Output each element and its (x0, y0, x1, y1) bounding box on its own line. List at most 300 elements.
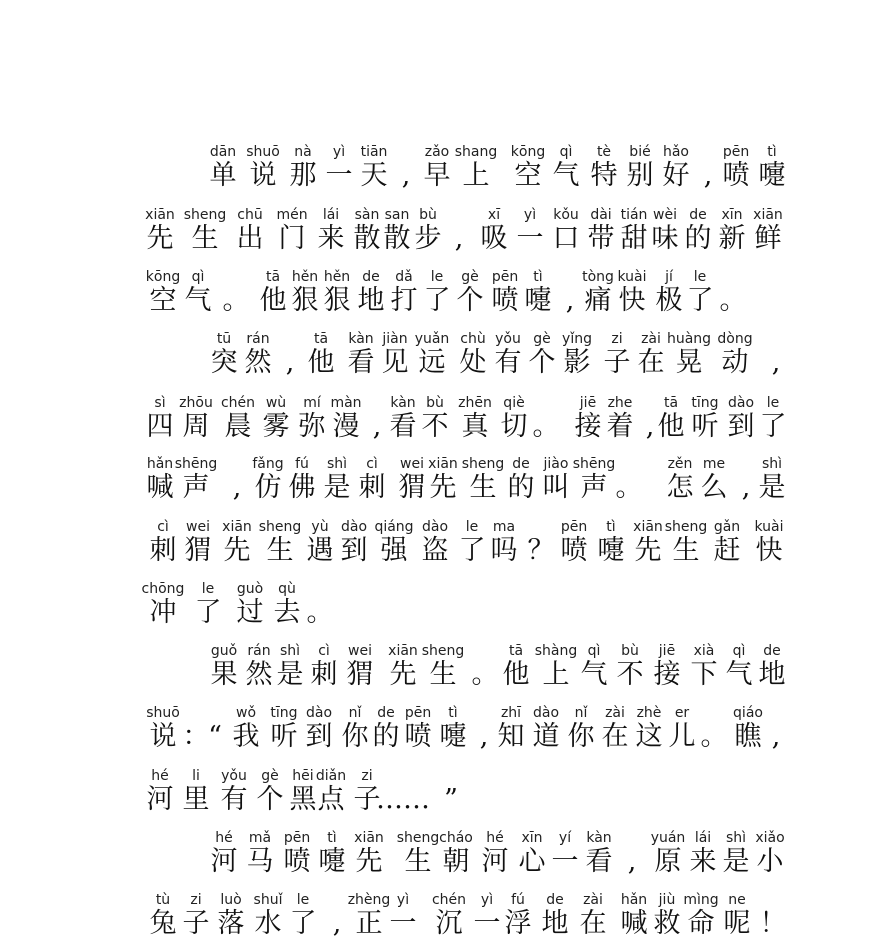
punctuation: , (771, 347, 781, 378)
pinyin-syllable: shēng (572, 456, 616, 472)
pinyin-syllable: shì (725, 830, 747, 846)
hanzi-character: 说 (149, 721, 177, 752)
pinyin-syllable: zhōu (179, 395, 213, 411)
hanzi-character: 他 (307, 347, 335, 378)
pinyin-syllable: sheng (183, 207, 227, 223)
pinyin-syllable: xiān (222, 519, 252, 535)
pinyin-syllable: shì (326, 456, 348, 472)
hanzi-character: 先 (389, 659, 417, 690)
hanzi-character: 喷 (722, 160, 750, 191)
text-line (0, 829, 894, 885)
hanzi-character: 甜 (620, 223, 648, 254)
hanzi-character: 下 (690, 659, 718, 690)
hanzi-character: 地 (758, 659, 786, 690)
hanzi-character: 我 (232, 721, 260, 752)
hanzi-character: 浮 (504, 908, 532, 939)
hanzi-character: 的 (507, 472, 535, 503)
hanzi-character: 河 (146, 784, 174, 815)
hanzi-character: 见 (381, 347, 409, 378)
hanzi-character: 带 (587, 223, 615, 254)
pinyin-syllable: wǒ (235, 705, 257, 721)
hanzi-character: 喷 (491, 285, 519, 316)
punctuation: , (332, 908, 342, 939)
hanzi-character: 是 (276, 659, 304, 690)
hanzi-character: 接 (574, 411, 602, 442)
hanzi-character: 猬 (346, 659, 374, 690)
hanzi-character: 个 (528, 347, 556, 378)
hanzi-character: 了 (289, 908, 317, 939)
pinyin-syllable: shēng (174, 456, 218, 472)
pinyin-syllable: dào (421, 519, 449, 535)
text-line (0, 143, 894, 199)
hanzi-character: 狠 (291, 285, 319, 316)
pinyin-syllable: jiē (579, 395, 597, 411)
pinyin-syllable: dòng (717, 331, 753, 347)
hanzi-character: 嚏 (597, 535, 625, 566)
pinyin-syllable: yì (396, 892, 410, 908)
text-line (0, 268, 894, 324)
hanzi-character: 然 (244, 347, 272, 378)
pinyin-syllable: qiáo (733, 705, 763, 721)
pinyin-syllable: cì (366, 456, 378, 472)
pinyin-syllable: zi (611, 331, 623, 347)
text-line (0, 642, 894, 698)
punctuation: 。 (532, 411, 560, 442)
hanzi-character: 是 (722, 846, 750, 877)
pinyin-syllable: sheng (258, 519, 302, 535)
pinyin-syllable: sì (154, 395, 166, 411)
pinyin-syllable: gè (533, 331, 551, 347)
pinyin-syllable: jiào (543, 456, 569, 472)
pinyin-syllable: xīn (521, 830, 543, 846)
pinyin-syllable: xiān (388, 643, 418, 659)
pinyin-syllable: de (512, 456, 530, 472)
pinyin-syllable: le (465, 519, 479, 535)
pinyin-syllable: san (384, 207, 410, 223)
hanzi-character: 接 (653, 659, 681, 690)
pinyin-syllable: nǐ (348, 705, 362, 721)
hanzi-character: 好 (662, 160, 690, 191)
pinyin-syllable: bù (419, 207, 437, 223)
pinyin-syllable: hé (151, 768, 169, 784)
pinyin-syllable: le (296, 892, 310, 908)
pinyin-syllable: sheng (396, 830, 440, 846)
hanzi-character: 不 (616, 659, 644, 690)
pinyin-syllable: chù (460, 331, 486, 347)
hanzi-character: 散 (353, 223, 381, 254)
pinyin-syllable: gè (261, 768, 279, 784)
pinyin-syllable: fú (511, 892, 525, 908)
pinyin-syllable: cì (157, 519, 169, 535)
pinyin-syllable: tā (663, 395, 679, 411)
hanzi-character: 出 (236, 223, 264, 254)
pinyin-syllable: huàng (666, 331, 712, 347)
pinyin-syllable: mǎ (248, 830, 272, 846)
pinyin-syllable: zhēn (458, 395, 492, 411)
hanzi-character: 声 (580, 472, 608, 503)
hanzi-character: 到 (340, 535, 368, 566)
hanzi-character: 冲 (149, 597, 177, 628)
punctuation: , (285, 347, 295, 378)
hanzi-character: 嚏 (439, 721, 467, 752)
pinyin-syllable: jiē (658, 643, 676, 659)
hanzi-character: 一 (516, 223, 544, 254)
pinyin-syllable: yì (523, 207, 537, 223)
pinyin-syllable: de (689, 207, 707, 223)
pinyin-syllable: ma (492, 519, 516, 535)
hanzi-character: 看 (347, 347, 375, 378)
pinyin-syllable: de (763, 643, 781, 659)
pinyin-syllable: tì (327, 830, 337, 846)
hanzi-character: 快 (755, 535, 783, 566)
pinyin-syllable: dān (209, 144, 237, 160)
hanzi-character: 漫 (332, 411, 360, 442)
hanzi-character: 了 (458, 535, 486, 566)
pinyin-syllable: zi (361, 768, 373, 784)
hanzi-character: 雾 (262, 411, 290, 442)
hanzi-character: 晨 (224, 411, 252, 442)
pinyin-syllable: xī (487, 207, 501, 223)
pinyin-syllable: shì (279, 643, 301, 659)
pinyin-syllable: sheng (664, 519, 708, 535)
pinyin-syllable: kuài (754, 519, 784, 535)
pinyin-syllable: chōng (141, 581, 185, 597)
pinyin-syllable: fǎng (252, 456, 284, 472)
hanzi-character: 嚏 (758, 160, 786, 191)
pinyin-syllable: xiǎo (755, 830, 785, 846)
punctuation: 。 (222, 285, 250, 316)
hanzi-character: 先 (429, 472, 457, 503)
text-line (0, 518, 894, 574)
pinyin-syllable: hěn (323, 269, 351, 285)
hanzi-character: 地 (541, 908, 569, 939)
hanzi-character: 喊 (146, 472, 174, 503)
hanzi-character: 生 (404, 846, 432, 877)
pinyin-syllable: yù (311, 519, 329, 535)
pinyin-syllable: ne (728, 892, 746, 908)
hanzi-character: 突 (210, 347, 238, 378)
pinyin-syllable: xīn (721, 207, 743, 223)
hanzi-character: 赶 (713, 535, 741, 566)
pinyin-syllable: gè (461, 269, 479, 285)
hanzi-character: 气 (552, 160, 580, 191)
pinyin-syllable: lái (694, 830, 712, 846)
hanzi-character: 道 (532, 721, 560, 752)
pinyin-syllable: qì (559, 144, 573, 160)
punctuation: , (645, 411, 655, 442)
hanzi-character: 听 (270, 721, 298, 752)
pinyin-syllable: xià (693, 643, 715, 659)
pinyin-syllable: kōng (510, 144, 546, 160)
pinyin-syllable: yǒu (221, 768, 247, 784)
pinyin-syllable: bù (621, 643, 639, 659)
pinyin-syllable: pēn (722, 144, 750, 160)
hanzi-character: 刺 (149, 535, 177, 566)
hanzi-character: 在 (601, 721, 629, 752)
pinyin-syllable: zhè (636, 705, 662, 721)
hanzi-character: 他 (259, 285, 287, 316)
hanzi-character: 快 (618, 285, 646, 316)
hanzi-character: 刺 (358, 472, 386, 503)
pinyin-syllable: cì (318, 643, 330, 659)
hanzi-character: 是 (323, 472, 351, 503)
hanzi-character: 了 (423, 285, 451, 316)
punctuation: ！ (759, 908, 787, 939)
pinyin-syllable: yí (558, 830, 572, 846)
hanzi-character: 先 (223, 535, 251, 566)
hanzi-character: 么 (700, 472, 728, 503)
pinyin-syllable: rán (246, 331, 270, 347)
hanzi-character: 然 (245, 659, 273, 690)
hanzi-character: 你 (341, 721, 369, 752)
punctuation: ： (182, 721, 210, 752)
pinyin-syllable: mén (276, 207, 308, 223)
punctuation: 。 (471, 659, 499, 690)
pinyin-syllable: guò (236, 581, 264, 597)
pinyin-syllable: pēn (560, 519, 588, 535)
hanzi-character: 特 (590, 160, 618, 191)
pinyin-syllable: qì (732, 643, 746, 659)
pinyin-syllable: tián (620, 207, 648, 223)
hanzi-character: 生 (469, 472, 497, 503)
pinyin-syllable: me (702, 456, 726, 472)
hanzi-character: 子 (182, 908, 210, 939)
punctuation: , (703, 160, 713, 191)
pinyin-syllable: rán (247, 643, 271, 659)
hanzi-character: 影 (563, 347, 591, 378)
hanzi-character: 上 (462, 160, 490, 191)
punctuation: , (479, 721, 489, 752)
hanzi-character: 新 (718, 223, 746, 254)
hanzi-character: 门 (278, 223, 306, 254)
hanzi-character: 刺 (310, 659, 338, 690)
pinyin-syllable: mìng (683, 892, 719, 908)
hanzi-character: 是 (758, 472, 786, 503)
hanzi-character: 空 (514, 160, 542, 191)
pinyin-syllable: tīng (270, 705, 298, 721)
hanzi-character: 动 (721, 347, 749, 378)
pinyin-syllable: sàn (354, 207, 380, 223)
pinyin-syllable: le (430, 269, 444, 285)
hanzi-character: 喷 (283, 846, 311, 877)
pinyin-syllable: hēi (292, 768, 314, 784)
pinyin-syllable: shuō (146, 705, 180, 721)
hanzi-character: 那 (289, 160, 317, 191)
punctuation: , (232, 472, 242, 503)
hanzi-character: 瞧 (734, 721, 762, 752)
hanzi-character: 水 (254, 908, 282, 939)
hanzi-character: 猬 (398, 472, 426, 503)
pinyin-syllable: shì (761, 456, 783, 472)
hanzi-character: 兔 (149, 908, 177, 939)
hanzi-character: 痛 (584, 285, 612, 316)
hanzi-character: 单 (209, 160, 237, 191)
hanzi-character: 声 (182, 472, 210, 503)
hanzi-character: 的 (372, 721, 400, 752)
pinyin-syllable: kōng (145, 269, 181, 285)
hanzi-character: 到 (305, 721, 333, 752)
hanzi-character: 了 (686, 285, 714, 316)
hanzi-character: 一 (325, 160, 353, 191)
hanzi-character: 的 (684, 223, 712, 254)
hanzi-character: 在 (579, 908, 607, 939)
hanzi-character: 马 (246, 846, 274, 877)
hanzi-character: 呢 (723, 908, 751, 939)
pinyin-syllable: kàn (586, 830, 612, 846)
pinyin-syllable: zhèng (347, 892, 391, 908)
hanzi-character: 打 (390, 285, 418, 316)
hanzi-character: 听 (691, 411, 719, 442)
pinyin-syllable: zài (583, 892, 603, 908)
hanzi-character: 真 (461, 411, 489, 442)
punctuation: , (401, 160, 411, 191)
hanzi-character: 子 (353, 784, 381, 815)
pinyin-syllable: jí (665, 269, 673, 285)
pinyin-syllable: mí (303, 395, 321, 411)
hanzi-character: 里 (182, 784, 210, 815)
pinyin-syllable: tā (313, 331, 329, 347)
hanzi-character: 你 (567, 721, 595, 752)
pinyin-syllable: de (362, 269, 380, 285)
punctuation: ？ (527, 535, 555, 566)
hanzi-character: 极 (655, 285, 683, 316)
hanzi-character: 喊 (620, 908, 648, 939)
hanzi-character: 个 (256, 784, 284, 815)
hanzi-character: 心 (518, 846, 546, 877)
hanzi-character: 空 (149, 285, 177, 316)
pinyin-syllable: chén (431, 892, 467, 908)
punctuation: , (627, 846, 637, 877)
pinyin-syllable: er (674, 705, 690, 721)
hanzi-character: 叫 (542, 472, 570, 503)
pinyin-syllable: yuǎn (414, 331, 450, 347)
pinyin-syllable: de (377, 705, 395, 721)
pinyin-syllable: chū (237, 207, 263, 223)
pinyin-syllable: kàn (348, 331, 374, 347)
pinyin-syllable: shuǐ (253, 892, 283, 908)
punctuation: , (771, 721, 781, 752)
hanzi-character: 果 (210, 659, 238, 690)
pinyin-syllable: nà (294, 144, 312, 160)
hanzi-character: 怎 (666, 472, 694, 503)
pinyin-syllable: hé (486, 830, 504, 846)
hanzi-character: 着 (606, 411, 634, 442)
pinyin-syllable: le (766, 395, 780, 411)
hanzi-character: 喷 (404, 721, 432, 752)
hanzi-character: 了 (194, 597, 222, 628)
pinyin-syllable: sheng (421, 643, 465, 659)
pinyin-syllable: de (546, 892, 564, 908)
pinyin-syllable: kuài (617, 269, 647, 285)
punctuation: , (741, 472, 751, 503)
hanzi-character: 河 (481, 846, 509, 877)
hanzi-character: 气 (725, 659, 753, 690)
hanzi-character: 正 (355, 908, 383, 939)
hanzi-character: 口 (552, 223, 580, 254)
hanzi-character: 知 (497, 721, 525, 752)
pinyin-syllable: wèi (653, 207, 677, 223)
pinyin-syllable: bié (629, 144, 651, 160)
hanzi-character: 嚏 (524, 285, 552, 316)
pinyin-syllable: pēn (404, 705, 432, 721)
hanzi-character: 嚏 (318, 846, 346, 877)
pinyin-syllable: qì (587, 643, 601, 659)
pinyin-syllable: wei (186, 519, 210, 535)
hanzi-character: 狠 (323, 285, 351, 316)
pinyin-syllable: li (192, 768, 200, 784)
text-line (0, 704, 894, 760)
hanzi-character: 河 (210, 846, 238, 877)
hanzi-character: 吸 (480, 223, 508, 254)
pinyin-syllable: nǐ (574, 705, 588, 721)
hanzi-character: 沉 (435, 908, 463, 939)
pinyin-syllable: hǎo (662, 144, 690, 160)
punctuation: ” (444, 784, 458, 815)
punctuation: 。 (700, 721, 728, 752)
hanzi-character: 地 (357, 285, 385, 316)
hanzi-character: 处 (459, 347, 487, 378)
hanzi-character: 切 (500, 411, 528, 442)
hanzi-character: 味 (651, 223, 679, 254)
pinyin-syllable: kǒu (553, 207, 579, 223)
punctuation: 。 (719, 285, 747, 316)
punctuation: , (565, 285, 575, 316)
pinyin-syllable: dài (590, 207, 612, 223)
hanzi-character: 晃 (675, 347, 703, 378)
punctuation: , (454, 223, 464, 254)
hanzi-character: 鲜 (754, 223, 782, 254)
pinyin-syllable: yǐng (562, 331, 592, 347)
punctuation: 。 (306, 597, 334, 628)
pinyin-syllable: zài (641, 331, 661, 347)
hanzi-character: 生 (429, 659, 457, 690)
pinyin-syllable: dào (305, 705, 333, 721)
pinyin-syllable: xiān (428, 456, 458, 472)
hanzi-character: 有 (494, 347, 522, 378)
pinyin-syllable: bù (426, 395, 444, 411)
pinyin-syllable: jiù (658, 892, 676, 908)
hanzi-character: 生 (191, 223, 219, 254)
hanzi-character: 先 (634, 535, 662, 566)
hanzi-character: 一 (473, 908, 501, 939)
hanzi-character: 到 (727, 411, 755, 442)
text-line (0, 394, 894, 450)
pinyin-syllable: le (201, 581, 215, 597)
hanzi-character: 散 (383, 223, 411, 254)
hanzi-character: 一 (389, 908, 417, 939)
pinyin-syllable: le (693, 269, 707, 285)
pinyin-syllable: hǎn (146, 456, 174, 472)
text-line (0, 767, 894, 823)
hanzi-character: 有 (220, 784, 248, 815)
hanzi-character: 在 (637, 347, 665, 378)
hanzi-character: 一 (551, 846, 579, 877)
hanzi-character: 命 (687, 908, 715, 939)
hanzi-character: 儿 (668, 721, 696, 752)
hanzi-character: 小 (756, 846, 784, 877)
hanzi-character: 气 (580, 659, 608, 690)
hanzi-character: 弥 (298, 411, 326, 442)
pinyin-syllable: gǎn (713, 519, 741, 535)
pinyin-syllable: qù (278, 581, 296, 597)
pinyin-syllable: hěn (291, 269, 319, 285)
hanzi-character: 先 (355, 846, 383, 877)
hanzi-character: 看 (389, 411, 417, 442)
pinyin-syllable: diǎn (315, 768, 347, 784)
hanzi-character: 去 (273, 597, 301, 628)
pinyin-syllable: tù (155, 892, 171, 908)
punctuation: , (372, 411, 382, 442)
